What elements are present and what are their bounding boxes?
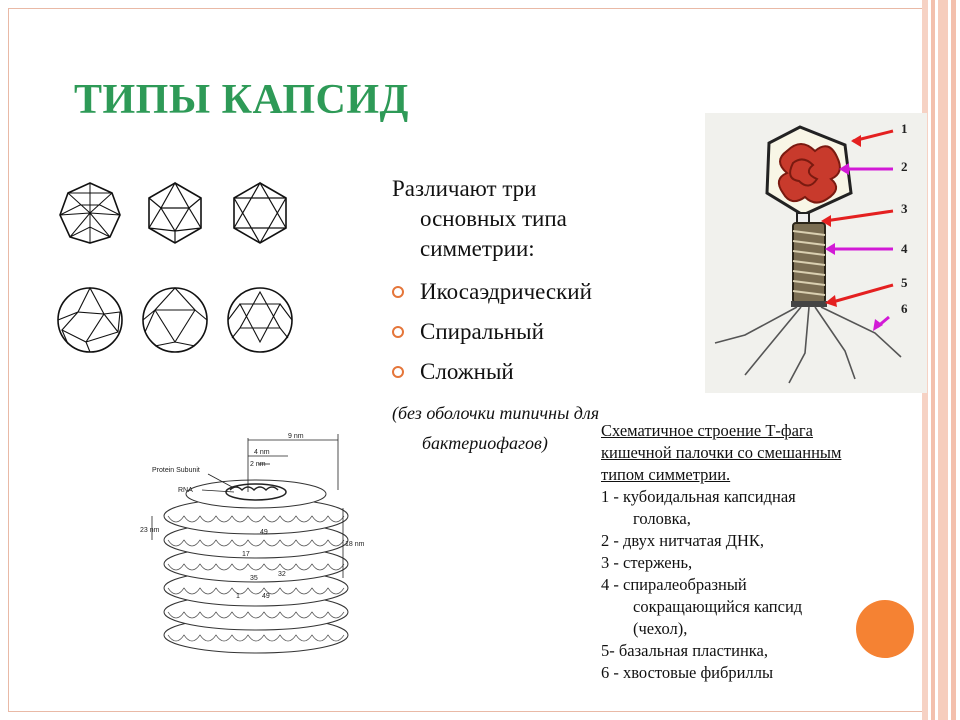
caption-heading-line: кишечной палочки со смешанным [601,443,842,462]
decorative-orange-circle [856,600,914,658]
helix-label: 9 nm [288,433,304,440]
helix-label: 4 nm [254,449,270,456]
caption-item-cont: головка, [633,509,691,528]
bullet-circle-icon [392,366,404,378]
slide-title: ТИПЫ КАПСИД [74,77,409,123]
list-item [392,312,712,352]
caption-item: 1 - кубоидальная капсидная [601,487,796,506]
phage-label: 6 [901,301,908,316]
list-item [392,352,712,392]
caption-item: 3 - стержень, [601,553,693,572]
note-text [392,398,599,458]
helix-label: 32 [278,571,286,578]
intro-line: симметрии: [420,236,535,261]
helix-label: 23 nm [140,527,160,534]
helix-label: 1 [236,593,240,600]
caption-item: 6 - хвостовые фибриллы [601,663,774,682]
phage-label: 4 [901,241,908,256]
t-phage-image [705,113,927,393]
capsid-polyhedra-image [50,175,300,365]
caption-item: 2 - двух нитчатая ДНК, [601,531,765,550]
note-line: бактериофагов) [422,433,548,453]
bullet-circle-icon [392,286,404,298]
caption-item-cont: сокращающийся капсид [633,597,803,616]
caption-item-cont: (чехол), [633,619,688,638]
helix-label: 2 nm [250,461,266,468]
intro-line: Различают три [392,176,537,201]
helix-label: Protein Subunit [152,467,200,474]
bullet-circle-icon [392,326,404,338]
helix-label: 35 [250,575,258,582]
phage-label: 1 [901,121,908,136]
helix-label: 18 nm [345,541,365,548]
symmetry-list [392,272,712,392]
list-item-label: Икосаэдрический [420,279,592,304]
caption-item: 4 - спиралеобразный [601,575,747,594]
symmetry-types-text [392,174,712,392]
phage-label: 5 [901,275,908,290]
helix-label: 49 [262,593,270,600]
intro-line: основных типа [420,206,567,231]
list-item-label: Сложный [420,359,514,384]
helical-capsid-image [138,430,378,660]
caption-item: 5- базальная пластинка, [601,641,768,660]
decorative-stripes [922,0,960,720]
helix-label: 49 [260,529,268,536]
helix-label: RNA [178,487,193,494]
note-line: (без оболочки типичны для [392,403,600,423]
list-item [392,272,712,312]
phage-label: 3 [901,201,908,216]
list-item-label: Спиральный [420,319,544,344]
helix-label: 17 [242,551,250,558]
caption-heading-line: типом симметрии. [601,465,731,484]
phage-label: 2 [901,159,908,174]
caption-heading-line: Схематичное строение Т-фага [601,421,814,440]
intro-text [392,174,712,264]
